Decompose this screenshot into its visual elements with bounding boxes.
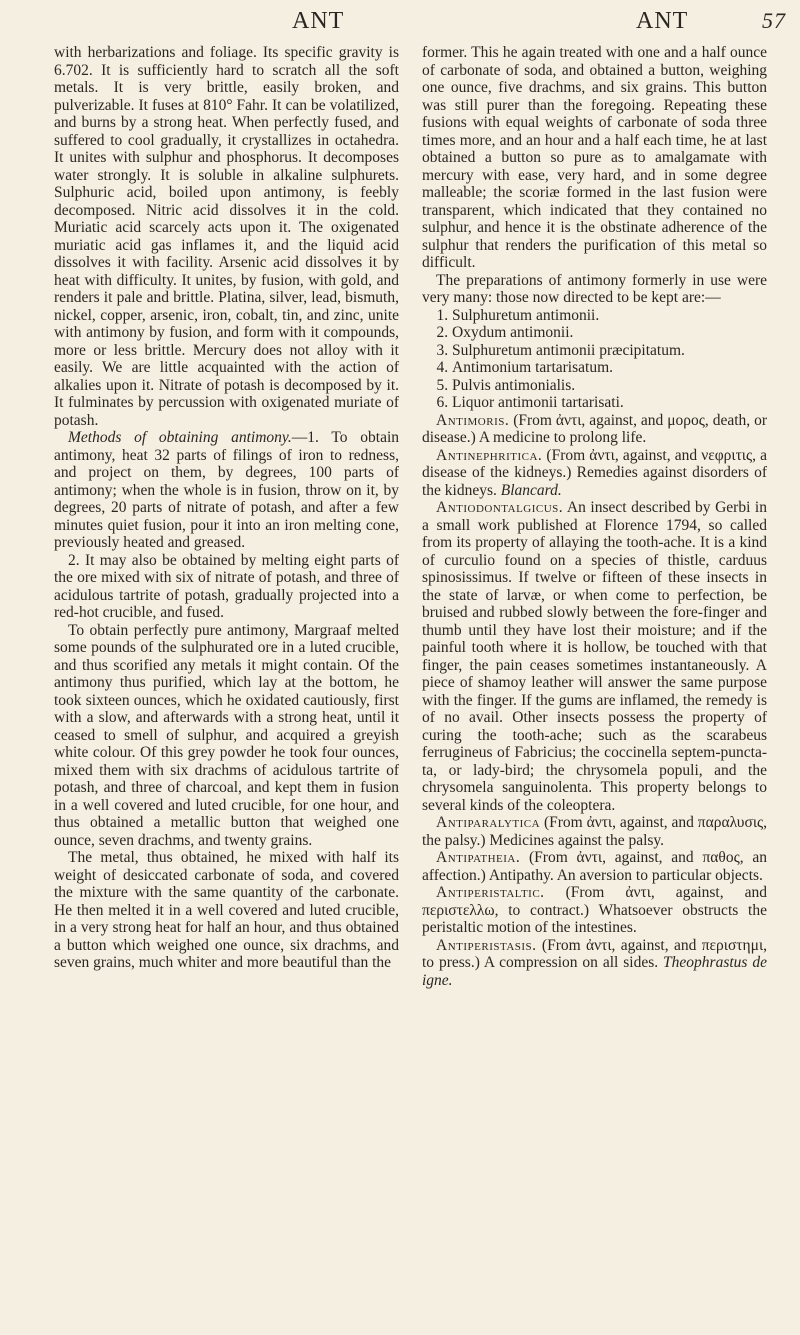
- entry-headword: Antipatheia.: [436, 849, 521, 866]
- entry-headword: Antimoris.: [436, 411, 510, 429]
- paragraph-method-two: 2. It may also be obtained by melting eight parts of the ore mixed with six of nitrate of potash, and three of acidulous tartrite of potash, gradually projected into a red-hot crucible, and fused.: [54, 551, 399, 621]
- methods-heading: Methods of obtaining antimony.: [68, 429, 292, 446]
- page-number: 57: [762, 8, 786, 33]
- left-column: [54, 44, 399, 972]
- entry-antipatheia: [422, 849, 767, 884]
- list-item: 2. Oxydum antimonii.: [452, 324, 767, 342]
- entry-body: (From ἀντι, against, and παθος, an affection.) Antipathy. An aversion to particular objects.: [422, 849, 768, 884]
- entry-body: (From ἀντι, against, and παραλυσις, the palsy.) Medicines against the palsy.: [422, 814, 768, 849]
- entry-antimoris: [422, 412, 767, 447]
- right-column: [422, 44, 767, 989]
- entry-antiperistaltic: [422, 884, 767, 937]
- entry-antiperistasis: [422, 937, 767, 990]
- entry-headword: Antiodontalgicus.: [436, 499, 564, 516]
- running-header: [0, 8, 800, 42]
- list-item: 3. Sulphuretum antimonii præcipitatum.: [452, 342, 767, 360]
- entry-headword: Antinephritica.: [436, 446, 543, 464]
- list-item: 6. Liquor antimonii tartarisati.: [452, 394, 767, 412]
- entry-source: Blancard.: [500, 481, 562, 499]
- paragraph-preparations: The preparations of antimony formerly in use were very many: those now directed to be kept are:—: [422, 271, 767, 306]
- entry-body: An insect described by Gerbi in a small work published at Florence 1794, so called from its property of allaying the tooth-ache. It is a kind of curculio found on a species of thistle, carduus spinosissimus. If twelve or fifteen of these insects in the state of larvæ, or when come to perfection, be bruised and rubbed slowly between the fore-finger and thumb until they have lost their moisture; and if the painful tooth where it is hollow, be touched with that finger, the pain ceases sometimes instantaneously. A piece of shamoy leather will answer the same purpose with the finger. If the gums are inflamed, the remedy is of no avail. Other insects possess the property of curing the tooth-ache; such as the scarabeus ferrugineus of Fabricius; the coccinella septem-puncta-ta, or lady-bird; the chrysomela populi, and the chrysomela sanguinolenta. This property belongs to several kinds of the coleoptera.: [422, 499, 767, 814]
- paragraph-methods: [54, 429, 399, 552]
- entry-headword: Antiperistaltic.: [436, 884, 545, 901]
- preparations-list: [422, 307, 767, 412]
- entry-body: (From ἀντι, against, and μορος, death, or disease.) A medicine to prolong life.: [422, 411, 767, 446]
- header-right-word: ANT: [636, 8, 689, 34]
- list-item: 1. Sulphuretum antimonii.: [452, 307, 767, 325]
- entry-headword: Antiperistasis.: [436, 936, 537, 954]
- entry-antiparalytica: [422, 814, 767, 849]
- entry-source: Theophrastus de igne.: [422, 954, 767, 989]
- entry-body: (From ἀντι, against, and νεφριτις, a disease of the kidneys.) Remedies against disorders of the kidneys.: [422, 446, 767, 499]
- entry-headword: Antiparalytica: [436, 814, 541, 831]
- entry-body: (From ἀντι, against, and περιστελλω, to contract.) Whatsoever obstructs the peristaltic motion of the intestines.: [422, 884, 767, 936]
- header-left-word: ANT: [292, 8, 345, 34]
- paragraph-margraaf: To obtain perfectly pure antimony, Margraaf melted some pounds of the sulphurated ore in a luted crucible, and thus scorified any metals it might contain. Of the antimony thus purified, which lay at the bottom, he took sixteen ounces, which he oxidated cautiously, first with a slow, and afterwards with a strong heat, until it ceased to smell of sulphur, and acquired a greyish white colour. Of this grey powder he took four ounces, mixed them with six drachms of acidulous tartrite of potash, and three of charcoal, and kept them in fusion in a well covered and luted crucible, for one hour, and thus obtained a metallic button that weighed one ounce, seven drachms, and twenty grains.: [54, 621, 399, 849]
- list-item: 5. Pulvis antimonialis.: [452, 377, 767, 395]
- entry-body: (From ἀντι, against, and περιστημι, to press.) A compression on all sides.: [422, 936, 767, 971]
- entry-antiodontalgicus: [422, 499, 767, 814]
- list-item: 4. Antimonium tartarisatum.: [452, 359, 767, 377]
- entry-antinephritica: [422, 447, 767, 500]
- paragraph-metal-mixed: The metal, thus obtained, he mixed with half its weight of desiccated carbonate of soda, and covered the mixture with the same quantity of the carbonate. He then melted it in a well covered and luted crucible, in a very strong heat for half an hour, and thus obtained a button which weighed one ounce, six drachms, and seven grains, much whiter and more beautiful than the: [54, 849, 399, 971]
- paragraph-properties: with herbarizations and foliage. Its specific gravity is 6.702. It is sufficiently hard to scratch all the soft metals. It is very brittle, easily broken, and pulverizable. It fuses at 810° Fahr. It can be volatilized, and burns by a strong heat. When perfectly fused, and suffered to cool gradually, it crystallizes in octahedra. It unites with sulphur and phosphorus. It decomposes water strongly. It is soluble in alkaline sulphurets. Sulphuric acid, boiled upon antimony, is feebly decomposed. Nitric acid dissolves it in the cold. Muriatic acid scarcely acts upon it. The oxigenated muriatic acid gas inflames it, and the liquid acid dissolves it with facility. Arsenic acid dissolves it by heat with difficulty. It unites, by fusion, with gold, and renders it pale and brittle. Platina, silver, lead, bismuth, nickel, copper, arsenic, iron, cobalt, tin, and zinc, unite with antimony by fusion, and form with it compounds, more or less brittle. Mercury does not alloy with it easily. We are little acquainted with the action of alkalies upon it. Nitrate of potash is decomposed by it. It fulminates by percussion with oxigenated muriate of potash.: [54, 44, 399, 429]
- methods-text: —1. To obtain antimony, heat 32 parts of filings of iron to redness, and project on them, by degrees, 100 parts of antimony; when the whole is in fusion, throw on it, by degrees, 20 parts of nitrate of potash, and after a few minutes quiet fusion, pour it into an iron melting cone, previously heated and greased.: [54, 429, 400, 551]
- paragraph-continued: former. This he again treated with one and a half ounce of carbonate of soda, and obtained a button, weighing one ounce, five drachms, and six grains. This button was still purer than the foregoing. Repeating these fusions with equal weights of carbonate of soda three times more, and an hour and a half each time, he at last obtained a button so pure as to amalgamate with mercury with ease, very hard, and in some degree malleable; the scoriæ formed in the last fusion were transparent, which indicated that they contained no sulphur, and hence it is the obstinate adherence of the sulphur that renders the purification of this metal so difficult.: [422, 44, 767, 271]
